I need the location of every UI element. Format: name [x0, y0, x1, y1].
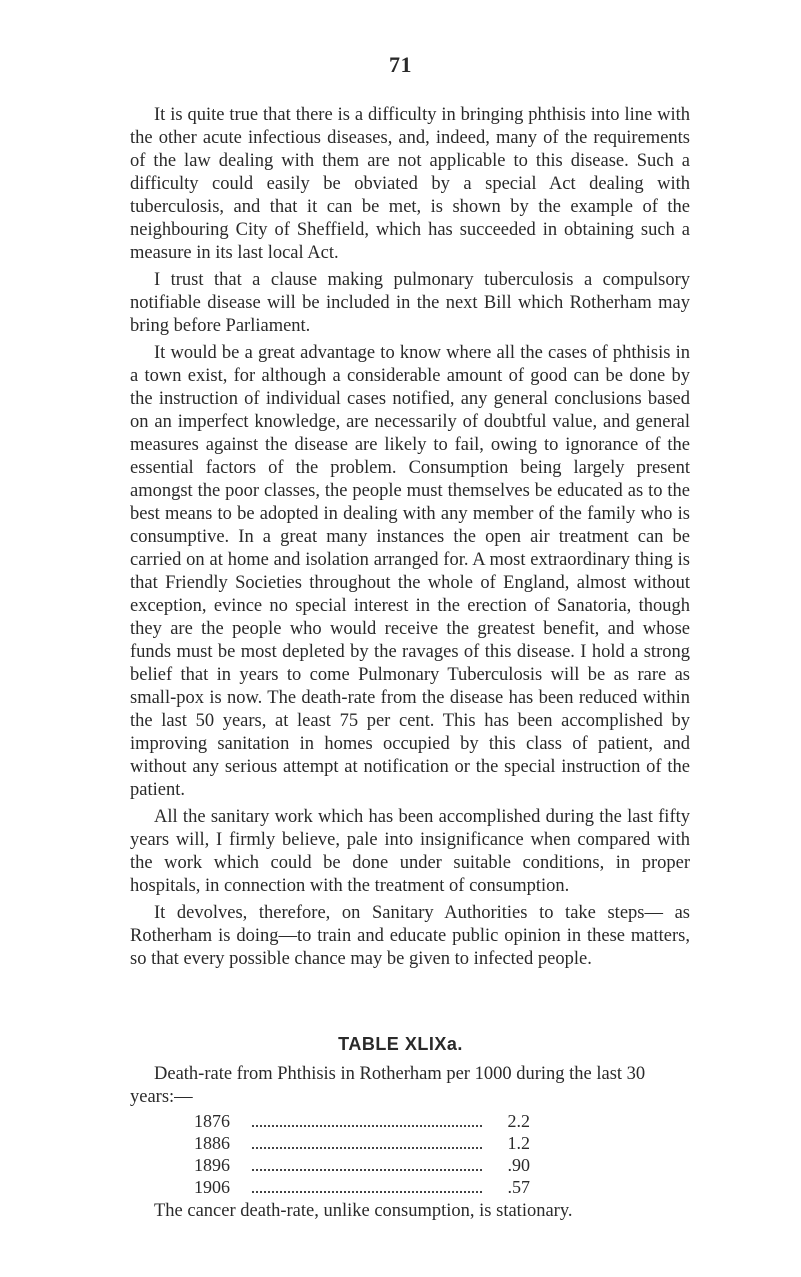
- table-row: [194, 1155, 530, 1177]
- page-number: 71: [389, 52, 412, 77]
- paragraph: I trust that a clause making pulmonary tuberculosis a compulsory notifiable disease will be included in the next Bill which Rotherham may bring before Parliament.: [130, 270, 690, 336]
- leader-dots: [252, 1125, 482, 1127]
- body-text: [130, 104, 690, 975]
- leader-dots: [252, 1147, 482, 1149]
- leader-dots: [252, 1191, 482, 1193]
- table-row: [194, 1111, 530, 1133]
- table-row: [194, 1177, 530, 1199]
- table-title: TABLE XLIXa.: [338, 1034, 463, 1054]
- leader-dots: [252, 1169, 482, 1171]
- rate-cell: 1.2: [507, 1133, 530, 1153]
- year-cell: 1906: [194, 1177, 230, 1197]
- year-cell: 1896: [194, 1155, 230, 1175]
- paragraph: All the sanitary work which has been accomplished during the last fifty years will, I firmly believe, pale into insignificance when compared with the work which could be done under suitable conditions, in proper hospitals, in connection with the treatment of consumption.: [130, 807, 690, 896]
- paragraph: It would be a great advantage to know where all the cases of phthisis in a town exist, for although a considerable amount of good can be done by the instruction of individual cases notified, any general conclusions based on an imperfect knowledge, are necessarily of doubtful value, and general measures against the disease are likely to fail, owing to ignorance of the essential factors of the problem. Consumption being largely present amongst the poor classes, the people must themselves be educated as to the best means to be adopted in dealing with any member of the family who is consumptive. In a great many instances the open air treatment can be carried on at home and isolation arranged for. A most extraordinary thing is that Friendly Societies throughout the whole of England, almost without exception, evince no special interest in the erection of Sanatoria, though they are the people who would receive the greatest benefit, and whose funds must be most depleted by the ravages of this disease. I hold a strong belief that in years to come Pulmonary Tuberculosis will be as rare as small-pox is now. The death-rate from the disease has been reduced within the last 50 years, at least 75 per cent. This has been accomplished by improving sanitation in homes occupied by this class of patient, and without any serious attempt at notification or the special instruction of the patient.: [130, 343, 690, 800]
- table-caption: Death-rate from Phthisis in Rotherham per 1000 during the last 30 years:—: [130, 1064, 646, 1107]
- paragraph: It devolves, therefore, on Sanitary Authorities to take steps— as Rotherham is doing—to train and educate public opinion in these matters, so that every possible chance may be given to infected people.: [130, 903, 690, 969]
- year-cell: 1886: [194, 1133, 230, 1153]
- year-cell: 1876: [194, 1111, 230, 1131]
- death-rate-table: [194, 1111, 530, 1199]
- rate-cell: .90: [507, 1155, 530, 1175]
- closing-sentence: The cancer death-rate, unlike consumption, is stationary.: [154, 1201, 573, 1221]
- paragraph: It is quite true that there is a difficulty in bringing phthisis into line with the other acute infectious diseases, and, indeed, many of the requirements of the law dealing with them are not applicable to this disease. Such a difficulty could easily be obviated by a special Act dealing with tuberculosis, and that it can be met, is shown by the example of the neighbouring City of Sheffield, which has succeeded in obtaining such a measure in its last local Act.: [130, 105, 690, 263]
- rate-cell: .57: [507, 1177, 530, 1197]
- table-row: [194, 1133, 530, 1155]
- rate-cell: 2.2: [507, 1111, 530, 1131]
